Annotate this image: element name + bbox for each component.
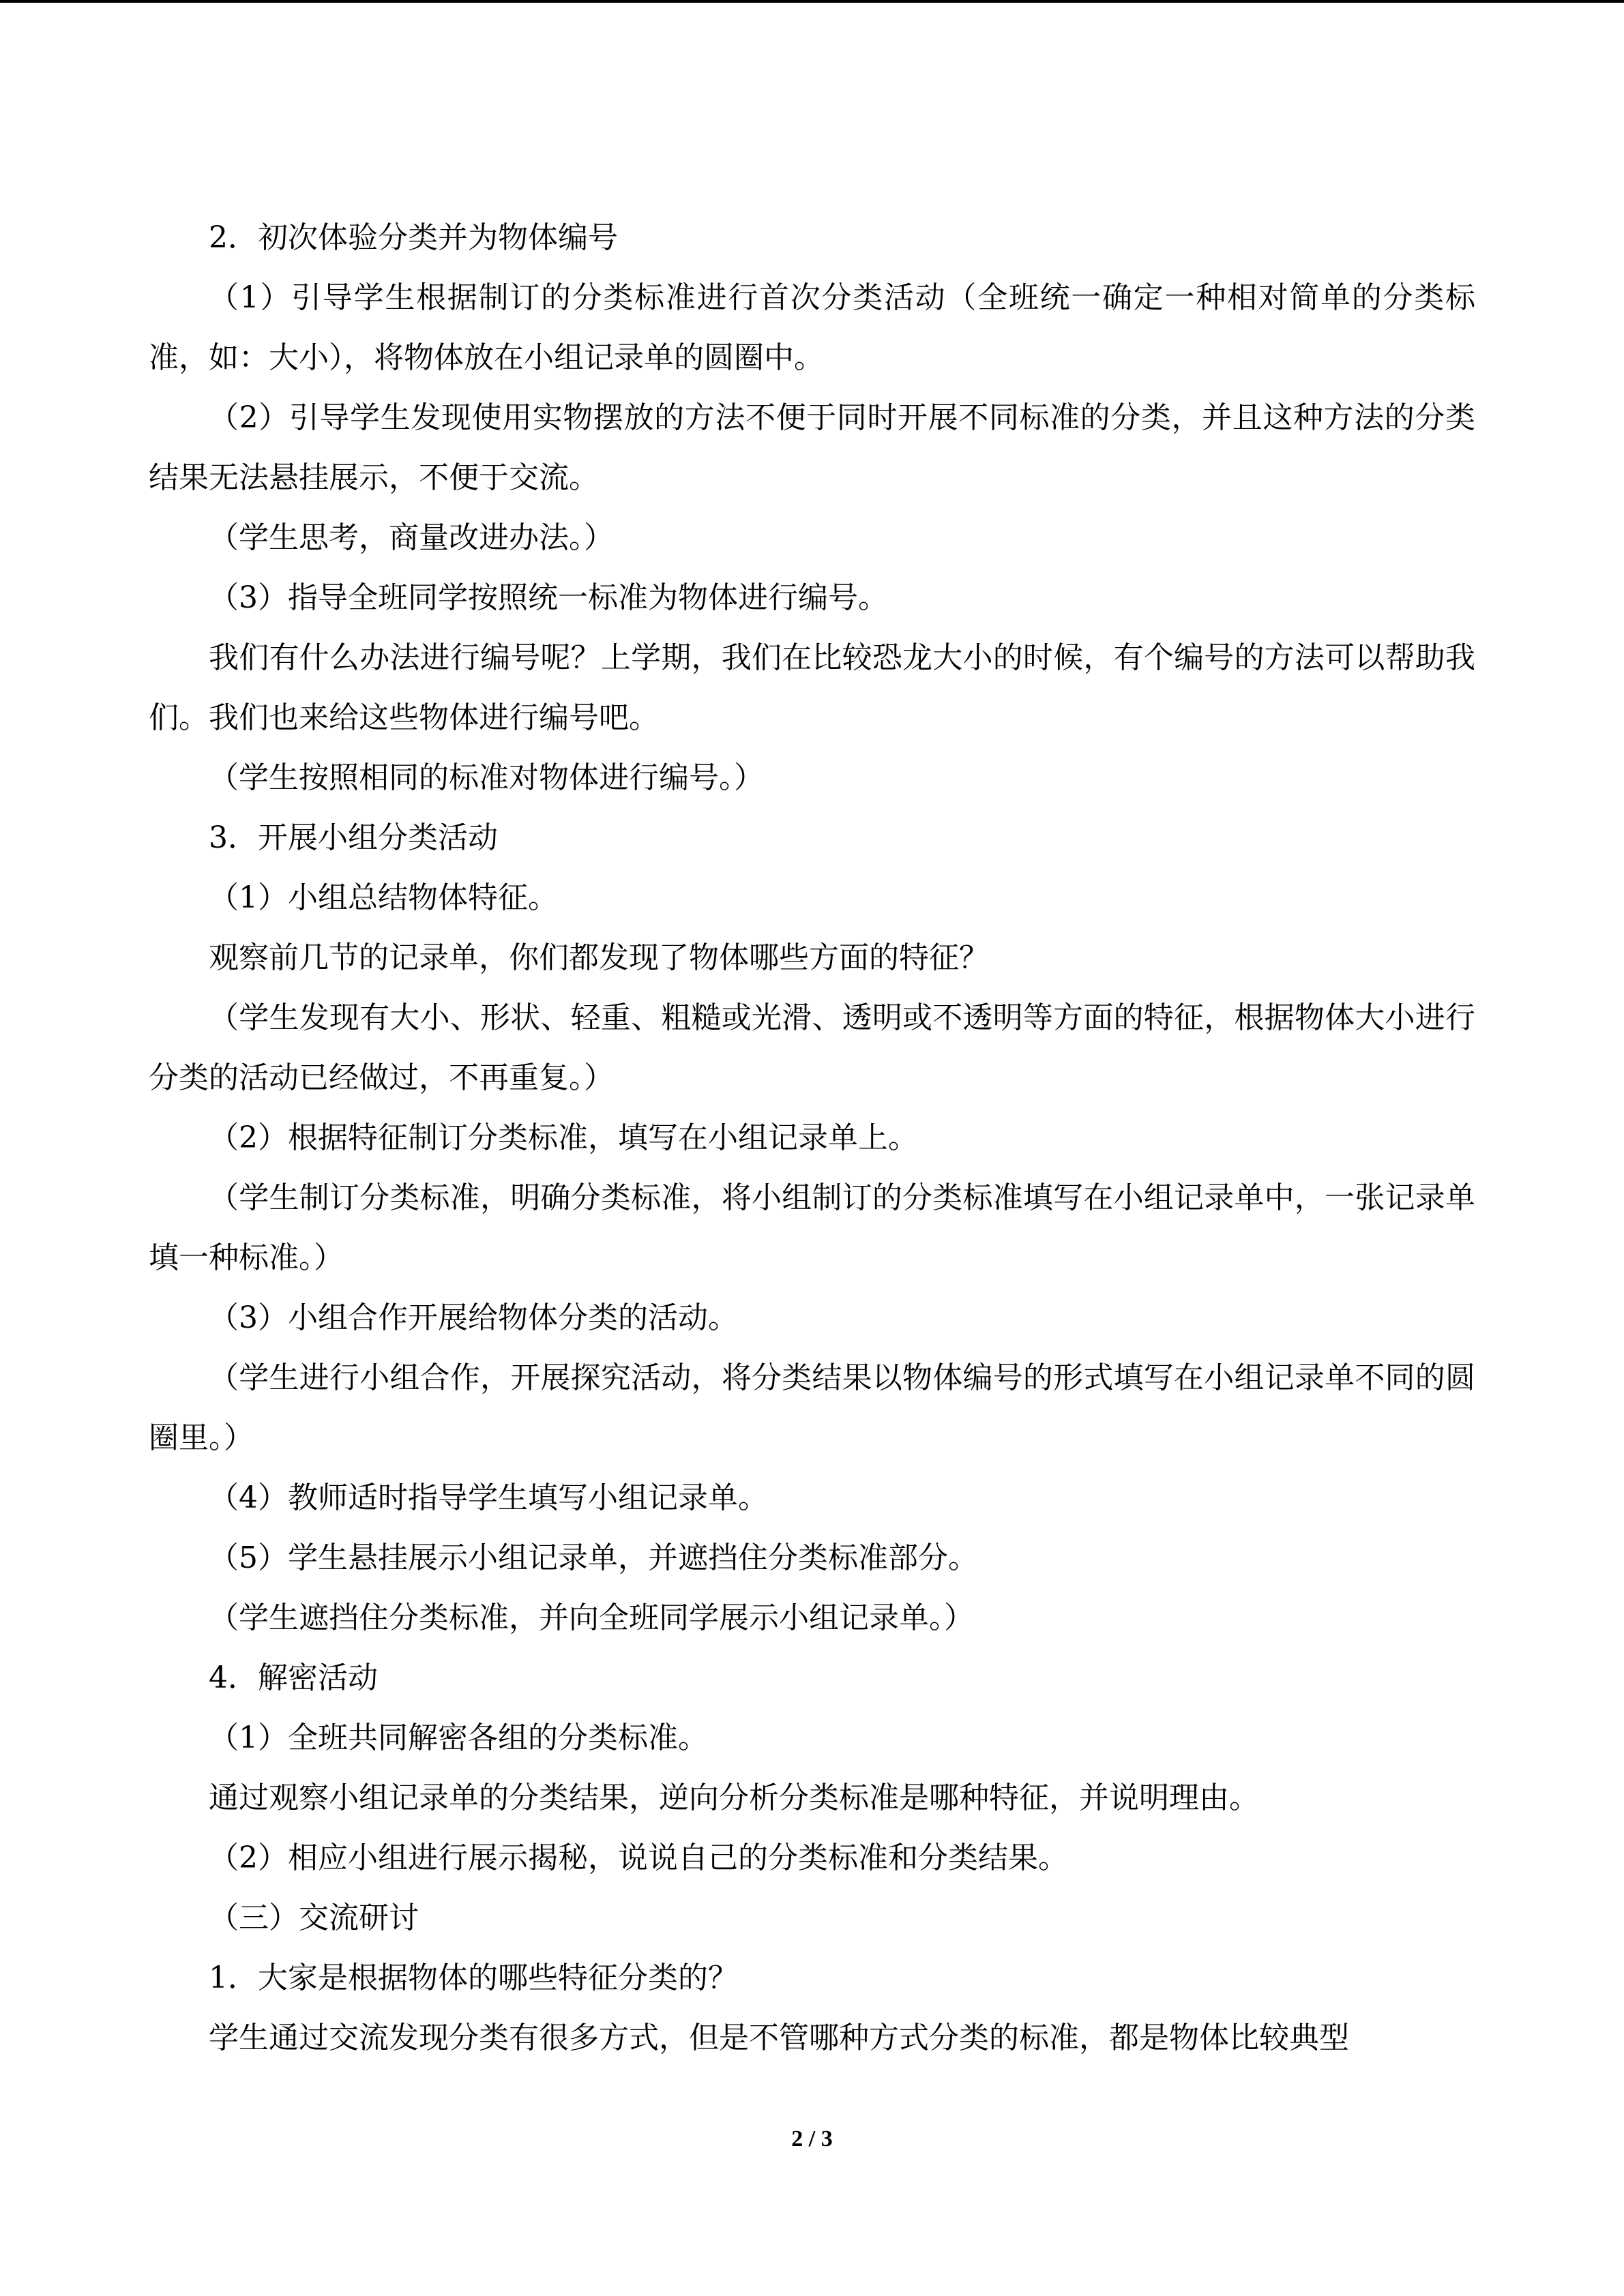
- paragraph: （1）引导学生根据制订的分类标准进行首次分类活动（全班统一确定一种相对简单的分类标准，如：大小），将物体放在小组记录单的圆圈中。: [149, 280, 1475, 375]
- paragraph: 1．大家是根据物体的哪些特征分类的？: [209, 1960, 738, 1995]
- paragraph: 观察前几节的记录单，你们都发现了物体哪些方面的特征？: [209, 940, 989, 975]
- paragraph: 通过观察小组记录单的分类结果，逆向分析分类标准是哪种特征，并说明理由。: [209, 1780, 1259, 1815]
- section-heading: （三）交流研讨: [209, 1900, 419, 1935]
- paragraph: （3）小组合作开展给物体分类的活动。: [209, 1300, 738, 1335]
- document-body: [149, 208, 1475, 2068]
- section-heading: 3．开展小组分类活动: [209, 820, 498, 855]
- paragraph: （4）教师适时指导学生填写小组记录单。: [209, 1480, 768, 1515]
- paragraph: 我们有什么办法进行编号呢？上学期，我们在比较恐龙大小的时候，有个编号的方法可以帮助我们。我们也来给这些物体进行编号吧。: [149, 640, 1475, 735]
- paragraph: （学生制订分类标准，明确分类标准，将小组制订的分类标准填写在小组记录单中，一张记录单填一种标准。）: [149, 1180, 1475, 1275]
- paragraph: （5）学生悬挂展示小组记录单，并遮挡住分类标准部分。: [209, 1540, 978, 1575]
- paragraph: （学生按照相同的标准对物体进行编号。）: [209, 760, 764, 795]
- paragraph: （3）指导全班同学按照统一标准为物体进行编号。: [209, 580, 888, 615]
- section-heading: 4．解密活动: [209, 1660, 378, 1695]
- paragraph: 2．初次体验分类并为物体编号: [209, 220, 618, 255]
- paragraph: （学生思考，商量改进办法。）: [209, 520, 614, 555]
- paragraph: （学生进行小组合作，开展探究活动，将分类结果以物体编号的形式填写在小组记录单不同的圆圈里。）: [149, 1360, 1475, 1455]
- paragraph: （2）相应小组进行展示揭秘，说说自己的分类标准和分类结果。: [209, 1840, 1068, 1875]
- paragraph: （1）全班共同解密各组的分类标准。: [209, 1720, 708, 1755]
- page-top-border: [0, 0, 1624, 3]
- page-number: 2 / 3: [791, 2126, 833, 2151]
- paragraph: （2）根据特征制订分类标准，填写在小组记录单上。: [209, 1120, 918, 1155]
- paragraph: （学生发现有大小、形状、轻重、粗糙或光滑、透明或不透明等方面的特征，根据物体大小进行分类的活动已经做过，不再重复。）: [149, 1000, 1475, 1095]
- paragraph: （学生遮挡住分类标准，并向全班同学展示小组记录单。）: [209, 1600, 974, 1635]
- paragraph: （1）小组总结物体特征。: [209, 880, 558, 915]
- paragraph: 学生通过交流发现分类有很多方式，但是不管哪种方式分类的标准，都是物体比较典型: [209, 2021, 1349, 2055]
- paragraph: （2）引导学生发现使用实物摆放的方法不便于同时开展不同标准的分类，并且这种方法的分类结果无法悬挂展示，不便于交流。: [149, 400, 1475, 495]
